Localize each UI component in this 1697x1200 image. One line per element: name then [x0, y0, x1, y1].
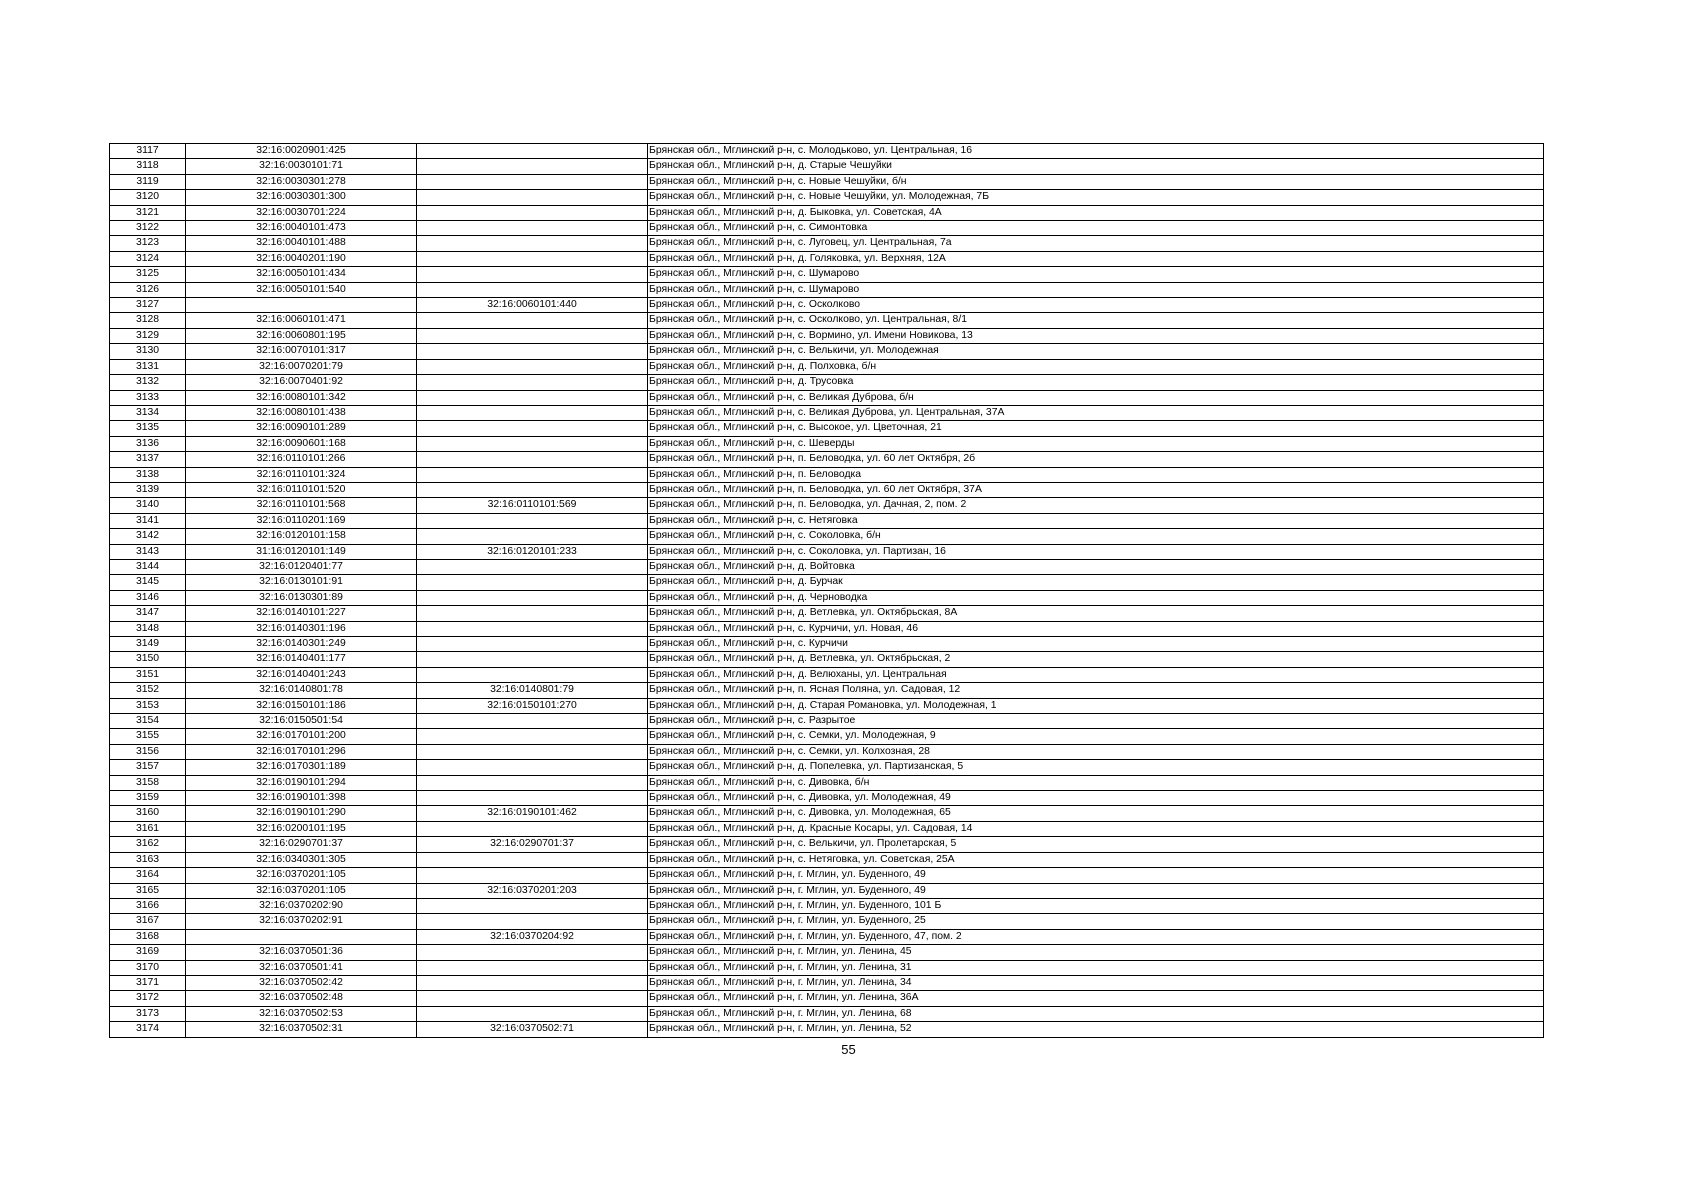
address-cell: Брянская обл., Мглинский р-н, с. Осколково, ул. Центральная, 8/1: [648, 313, 1544, 328]
row-number-cell: 3134: [110, 405, 186, 420]
address-cell: Брянская обл., Мглинский р-н, г. Мглин, ул. Буденного, 49: [648, 883, 1544, 898]
row-number-cell: 3148: [110, 621, 186, 636]
table-row: [110, 267, 1544, 282]
table-row: [110, 159, 1544, 174]
row-number-cell: 3123: [110, 236, 186, 251]
cadastral-number-cell: 32:16:0110101:520: [186, 482, 417, 497]
related-cadastral-number-cell: [417, 452, 648, 467]
table-row: [110, 991, 1544, 1006]
cadastral-number-cell: 32:16:0090101:289: [186, 421, 417, 436]
address-cell: Брянская обл., Мглинский р-н, с. Луговец, ул. Центральная, 7а: [648, 236, 1544, 251]
address-cell: Брянская обл., Мглинский р-н, д. Войтовка: [648, 559, 1544, 574]
row-number-cell: 3117: [110, 144, 186, 159]
related-cadastral-number-cell: [417, 667, 648, 682]
address-cell: Брянская обл., Мглинский р-н, п. Беловодка, ул. 60 лет Октября, 37А: [648, 482, 1544, 497]
related-cadastral-number-cell: [417, 775, 648, 790]
cadastral-number-cell: 32:16:0370502:53: [186, 1006, 417, 1021]
row-number-cell: 3160: [110, 806, 186, 821]
row-number-cell: 3128: [110, 313, 186, 328]
address-cell: Брянская обл., Мглинский р-н, с. Велькичи, ул. Молодежная: [648, 344, 1544, 359]
address-cell: Брянская обл., Мглинский р-н, г. Мглин, ул. Ленина, 36А: [648, 991, 1544, 1006]
table-row: [110, 775, 1544, 790]
cadastral-number-cell: 32:16:0090601:168: [186, 436, 417, 451]
table-row: [110, 251, 1544, 266]
row-number-cell: 3174: [110, 1022, 186, 1037]
cadastral-number-cell: 32:16:0170301:189: [186, 760, 417, 775]
cadastral-number-cell: 32:16:0120401:77: [186, 559, 417, 574]
address-cell: Брянская обл., Мглинский р-н, с. Осколково: [648, 298, 1544, 313]
related-cadastral-number-cell: [417, 513, 648, 528]
table-row: [110, 637, 1544, 652]
address-cell: Брянская обл., Мглинский р-н, д. Трусовка: [648, 375, 1544, 390]
table-row: [110, 960, 1544, 975]
cadastral-number-cell: 32:16:0190101:398: [186, 791, 417, 806]
table-row: [110, 344, 1544, 359]
address-cell: Брянская обл., Мглинский р-н, с. Разрытое: [648, 714, 1544, 729]
row-number-cell: 3154: [110, 714, 186, 729]
related-cadastral-number-cell: [417, 637, 648, 652]
cadastral-number-cell: 32:16:0150501:54: [186, 714, 417, 729]
address-cell: Брянская обл., Мглинский р-н, п. Беловодка, ул. Дачная, 2, пом. 2: [648, 498, 1544, 513]
cadastral-number-cell: 32:16:0130101:91: [186, 575, 417, 590]
related-cadastral-number-cell: [417, 236, 648, 251]
row-number-cell: 3157: [110, 760, 186, 775]
address-cell: Брянская обл., Мглинский р-н, г. Мглин, ул. Ленина, 31: [648, 960, 1544, 975]
address-cell: Брянская обл., Мглинский р-н, с. Нетяговка: [648, 513, 1544, 528]
cadastral-number-cell: 32:16:0040101:488: [186, 236, 417, 251]
row-number-cell: 3135: [110, 421, 186, 436]
table-row: [110, 975, 1544, 990]
related-cadastral-number-cell: [417, 436, 648, 451]
address-cell: Брянская обл., Мглинский р-н, д. Полховка, б/н: [648, 359, 1544, 374]
row-number-cell: 3143: [110, 544, 186, 559]
cadastral-number-cell: 32:16:0140301:196: [186, 621, 417, 636]
address-cell: Брянская обл., Мглинский р-н, д. Быковка, ул. Советская, 4А: [648, 205, 1544, 220]
cadastral-number-cell: 32:16:0110101:324: [186, 467, 417, 482]
related-cadastral-number-cell: [417, 744, 648, 759]
row-number-cell: 3163: [110, 852, 186, 867]
address-cell: Брянская обл., Мглинский р-н, с. Новые Чешуйки, б/н: [648, 174, 1544, 189]
cadastral-number-cell: 32:16:0070401:92: [186, 375, 417, 390]
related-cadastral-number-cell: [417, 529, 648, 544]
table-row: [110, 852, 1544, 867]
table-row: [110, 190, 1544, 205]
address-cell: Брянская обл., Мглинский р-н, с. Велькичи, ул. Пролетарская, 5: [648, 837, 1544, 852]
address-cell: Брянская обл., Мглинский р-н, с. Дивовка, ул. Молодежная, 65: [648, 806, 1544, 821]
address-cell: Брянская обл., Мглинский р-н, г. Мглин, ул. Буденного, 25: [648, 914, 1544, 929]
address-cell: Брянская обл., Мглинский р-н, с. Вормино, ул. Имени Новикова, 13: [648, 328, 1544, 343]
row-number-cell: 3140: [110, 498, 186, 513]
table-row: [110, 590, 1544, 605]
related-cadastral-number-cell: [417, 174, 648, 189]
row-number-cell: 3153: [110, 698, 186, 713]
cadastral-number-cell: 32:16:0140101:227: [186, 606, 417, 621]
address-cell: Брянская обл., Мглинский р-н, г. Мглин, ул. Буденного, 101 Б: [648, 898, 1544, 913]
row-number-cell: 3144: [110, 559, 186, 574]
cadastral-number-cell: 32:16:0370502:42: [186, 975, 417, 990]
cadastral-number-cell: 32:16:0070201:79: [186, 359, 417, 374]
address-cell: Брянская обл., Мглинский р-н, д. Черноводка: [648, 590, 1544, 605]
related-cadastral-number-cell: [417, 606, 648, 621]
table-row: [110, 467, 1544, 482]
address-cell: Брянская обл., Мглинский р-н, с. Дивовка, ул. Молодежная, 49: [648, 791, 1544, 806]
cadastral-number-cell: 32:16:0110101:568: [186, 498, 417, 513]
related-cadastral-number-cell: [417, 945, 648, 960]
related-cadastral-number-cell: [417, 190, 648, 205]
table-row: [110, 683, 1544, 698]
related-cadastral-number-cell: [417, 328, 648, 343]
table-row: [110, 513, 1544, 528]
related-cadastral-number-cell: [417, 205, 648, 220]
table-row: [110, 313, 1544, 328]
row-number-cell: 3166: [110, 898, 186, 913]
row-number-cell: 3149: [110, 637, 186, 652]
related-cadastral-number-cell: [417, 898, 648, 913]
related-cadastral-number-cell: [417, 267, 648, 282]
address-cell: Брянская обл., Мглинский р-н, п. Ясная Поляна, ул. Садовая, 12: [648, 683, 1544, 698]
cadastral-number-cell: 32:16:0020901:425: [186, 144, 417, 159]
related-cadastral-number-cell: [417, 559, 648, 574]
row-number-cell: 3130: [110, 344, 186, 359]
address-cell: Брянская обл., Мглинский р-н, с. Шеверды: [648, 436, 1544, 451]
address-cell: Брянская обл., Мглинский р-н, п. Беловодка, ул. 60 лет Октября, 2б: [648, 452, 1544, 467]
table-row: [110, 791, 1544, 806]
address-cell: Брянская обл., Мглинский р-н, с. Шумарово: [648, 282, 1544, 297]
cadastral-number-cell: 32:16:0370202:91: [186, 914, 417, 929]
cadastral-number-cell: 32:16:0030301:300: [186, 190, 417, 205]
related-cadastral-number-cell: [417, 914, 648, 929]
row-number-cell: 3120: [110, 190, 186, 205]
cadastral-number-cell: 32:16:0120101:158: [186, 529, 417, 544]
cadastral-number-cell: 32:16:0370502:31: [186, 1022, 417, 1037]
row-number-cell: 3138: [110, 467, 186, 482]
address-cell: Брянская обл., Мглинский р-н, с. Новые Чешуйки, ул. Молодежная, 7Б: [648, 190, 1544, 205]
cadastral-number-cell: 32:16:0190101:290: [186, 806, 417, 821]
row-number-cell: 3155: [110, 729, 186, 744]
row-number-cell: 3161: [110, 821, 186, 836]
related-cadastral-number-cell: [417, 760, 648, 775]
cadastral-number-cell: 32:16:0370501:41: [186, 960, 417, 975]
row-number-cell: 3129: [110, 328, 186, 343]
address-cell: Брянская обл., Мглинский р-н, д. Попелевка, ул. Партизанская, 5: [648, 760, 1544, 775]
cadastral-number-cell: 32:16:0030301:278: [186, 174, 417, 189]
row-number-cell: 3119: [110, 174, 186, 189]
related-cadastral-number-cell: [417, 868, 648, 883]
cadastral-number-cell: 32:16:0130301:89: [186, 590, 417, 605]
row-number-cell: 3131: [110, 359, 186, 374]
row-number-cell: 3139: [110, 482, 186, 497]
cadastral-number-cell: 32:16:0340301:305: [186, 852, 417, 867]
row-number-cell: 3152: [110, 683, 186, 698]
row-number-cell: 3141: [110, 513, 186, 528]
address-cell: Брянская обл., Мглинский р-н, с. Высокое, ул. Цветочная, 21: [648, 421, 1544, 436]
address-cell: Брянская обл., Мглинский р-н, г. Мглин, ул. Ленина, 34: [648, 975, 1544, 990]
table-row: [110, 898, 1544, 913]
table-row: [110, 482, 1544, 497]
row-number-cell: 3165: [110, 883, 186, 898]
table-row: [110, 667, 1544, 682]
table-row: [110, 1006, 1544, 1021]
table-row: [110, 144, 1544, 159]
table-row: [110, 405, 1544, 420]
cadastral-number-cell: 32:16:0290701:37: [186, 837, 417, 852]
related-cadastral-number-cell: [417, 405, 648, 420]
address-cell: Брянская обл., Мглинский р-н, с. Дивовка, б/н: [648, 775, 1544, 790]
address-cell: Брянская обл., Мглинский р-н, с. Курчичи, ул. Новая, 46: [648, 621, 1544, 636]
cadastral-number-cell: 32:16:0140401:177: [186, 652, 417, 667]
cadastral-number-cell: [186, 298, 417, 313]
row-number-cell: 3162: [110, 837, 186, 852]
registry-table-body: [110, 144, 1544, 1038]
table-row: [110, 945, 1544, 960]
row-number-cell: 3145: [110, 575, 186, 590]
related-cadastral-number-cell: [417, 590, 648, 605]
registry-table: [109, 143, 1544, 1038]
related-cadastral-number-cell: 32:16:0140801:79: [417, 683, 648, 698]
table-row: [110, 359, 1544, 374]
related-cadastral-number-cell: 32:16:0110101:569: [417, 498, 648, 513]
row-number-cell: 3137: [110, 452, 186, 467]
related-cadastral-number-cell: [417, 991, 648, 1006]
cadastral-number-cell: 31:16:0120101:149: [186, 544, 417, 559]
cadastral-number-cell: 32:16:0140401:243: [186, 667, 417, 682]
related-cadastral-number-cell: [417, 852, 648, 867]
row-number-cell: 3164: [110, 868, 186, 883]
related-cadastral-number-cell: [417, 344, 648, 359]
table-row: [110, 714, 1544, 729]
address-cell: Брянская обл., Мглинский р-н, д. Бурчак: [648, 575, 1544, 590]
row-number-cell: 3142: [110, 529, 186, 544]
row-number-cell: 3150: [110, 652, 186, 667]
related-cadastral-number-cell: [417, 960, 648, 975]
cadastral-number-cell: 32:16:0370201:105: [186, 868, 417, 883]
related-cadastral-number-cell: [417, 467, 648, 482]
table-row: [110, 421, 1544, 436]
related-cadastral-number-cell: 32:16:0060101:440: [417, 298, 648, 313]
related-cadastral-number-cell: 32:16:0120101:233: [417, 544, 648, 559]
row-number-cell: 3171: [110, 975, 186, 990]
related-cadastral-number-cell: [417, 821, 648, 836]
table-row: [110, 174, 1544, 189]
table-row: [110, 760, 1544, 775]
row-number-cell: 3159: [110, 791, 186, 806]
row-number-cell: 3132: [110, 375, 186, 390]
table-row: [110, 744, 1544, 759]
row-number-cell: 3124: [110, 251, 186, 266]
table-row: [110, 868, 1544, 883]
cadastral-number-cell: [186, 929, 417, 944]
row-number-cell: 3172: [110, 991, 186, 1006]
cadastral-number-cell: 32:16:0370202:90: [186, 898, 417, 913]
cadastral-number-cell: 32:16:0040101:473: [186, 221, 417, 236]
row-number-cell: 3156: [110, 744, 186, 759]
address-cell: Брянская обл., Мглинский р-н, г. Мглин, ул. Ленина, 45: [648, 945, 1544, 960]
address-cell: Брянская обл., Мглинский р-н, п. Беловодка: [648, 467, 1544, 482]
table-row: [110, 436, 1544, 451]
related-cadastral-number-cell: [417, 652, 648, 667]
address-cell: Брянская обл., Мглинский р-н, с. Курчичи: [648, 637, 1544, 652]
cadastral-number-cell: 32:16:0200101:195: [186, 821, 417, 836]
row-number-cell: 3146: [110, 590, 186, 605]
related-cadastral-number-cell: [417, 791, 648, 806]
row-number-cell: 3167: [110, 914, 186, 929]
table-row: [110, 529, 1544, 544]
row-number-cell: 3151: [110, 667, 186, 682]
table-row: [110, 883, 1544, 898]
row-number-cell: 3122: [110, 221, 186, 236]
address-cell: Брянская обл., Мглинский р-н, с. Великая Дуброва, б/н: [648, 390, 1544, 405]
row-number-cell: 3125: [110, 267, 186, 282]
table-row: [110, 575, 1544, 590]
address-cell: Брянская обл., Мглинский р-н, с. Молодьково, ул. Центральная, 16: [648, 144, 1544, 159]
related-cadastral-number-cell: [417, 282, 648, 297]
row-number-cell: 3136: [110, 436, 186, 451]
address-cell: Брянская обл., Мглинский р-н, д. Старая Романовка, ул. Молодежная, 1: [648, 698, 1544, 713]
table-row: [110, 698, 1544, 713]
address-cell: Брянская обл., Мглинский р-н, с. Нетяговка, ул. Советская, 25А: [648, 852, 1544, 867]
address-cell: Брянская обл., Мглинский р-н, г. Мглин, ул. Буденного, 47, пом. 2: [648, 929, 1544, 944]
cadastral-number-cell: 32:16:0040201:190: [186, 251, 417, 266]
related-cadastral-number-cell: [417, 575, 648, 590]
table-row: [110, 652, 1544, 667]
cadastral-number-cell: 32:16:0050101:434: [186, 267, 417, 282]
row-number-cell: 3173: [110, 1006, 186, 1021]
related-cadastral-number-cell: [417, 144, 648, 159]
related-cadastral-number-cell: [417, 359, 648, 374]
table-row: [110, 821, 1544, 836]
row-number-cell: 3158: [110, 775, 186, 790]
table-row: [110, 221, 1544, 236]
table-row: [110, 729, 1544, 744]
cadastral-number-cell: 32:16:0150101:186: [186, 698, 417, 713]
related-cadastral-number-cell: 32:16:0150101:270: [417, 698, 648, 713]
related-cadastral-number-cell: [417, 975, 648, 990]
related-cadastral-number-cell: 32:16:0190101:462: [417, 806, 648, 821]
cadastral-number-cell: 32:16:0370201:105: [186, 883, 417, 898]
table-row: [110, 914, 1544, 929]
related-cadastral-number-cell: [417, 1006, 648, 1021]
cadastral-number-cell: 32:16:0190101:294: [186, 775, 417, 790]
row-number-cell: 3118: [110, 159, 186, 174]
cadastral-number-cell: 32:16:0060101:471: [186, 313, 417, 328]
cadastral-number-cell: 32:16:0060801:195: [186, 328, 417, 343]
table-row: [110, 452, 1544, 467]
cadastral-number-cell: 32:16:0140801:78: [186, 683, 417, 698]
table-row: [110, 621, 1544, 636]
table-row: [110, 544, 1544, 559]
table-row: [110, 282, 1544, 297]
related-cadastral-number-cell: [417, 221, 648, 236]
related-cadastral-number-cell: [417, 159, 648, 174]
table-row: [110, 236, 1544, 251]
cadastral-number-cell: 32:16:0170101:200: [186, 729, 417, 744]
related-cadastral-number-cell: 32:16:0370502:71: [417, 1022, 648, 1037]
related-cadastral-number-cell: [417, 313, 648, 328]
cadastral-number-cell: 32:16:0030701:224: [186, 205, 417, 220]
address-cell: Брянская обл., Мглинский р-н, г. Мглин, ул. Буденного, 49: [648, 868, 1544, 883]
address-cell: Брянская обл., Мглинский р-н, д. Ветлевка, ул. Октябрьская, 2: [648, 652, 1544, 667]
address-cell: Брянская обл., Мглинский р-н, с. Семки, ул. Молодежная, 9: [648, 729, 1544, 744]
address-cell: Брянская обл., Мглинский р-н, с. Симонтовка: [648, 221, 1544, 236]
table-row: [110, 929, 1544, 944]
address-cell: Брянская обл., Мглинский р-н, с. Соколовка, ул. Партизан, 16: [648, 544, 1544, 559]
page-number: 55: [841, 1042, 856, 1057]
related-cadastral-number-cell: [417, 714, 648, 729]
cadastral-number-cell: 32:16:0110201:169: [186, 513, 417, 528]
row-number-cell: 3126: [110, 282, 186, 297]
address-cell: Брянская обл., Мглинский р-н, д. Красные Косары, ул. Садовая, 14: [648, 821, 1544, 836]
table-row: [110, 806, 1544, 821]
address-cell: Брянская обл., Мглинский р-н, д. Велюханы, ул. Центральная: [648, 667, 1544, 682]
table-row: [110, 559, 1544, 574]
table-row: [110, 1022, 1544, 1037]
address-cell: Брянская обл., Мглинский р-н, с. Соколовка, б/н: [648, 529, 1544, 544]
related-cadastral-number-cell: [417, 375, 648, 390]
address-cell: Брянская обл., Мглинский р-н, с. Шумарово: [648, 267, 1544, 282]
cadastral-number-cell: 32:16:0050101:540: [186, 282, 417, 297]
cadastral-number-cell: 32:16:0080101:438: [186, 405, 417, 420]
cadastral-number-cell: 32:16:0110101:266: [186, 452, 417, 467]
address-cell: Брянская обл., Мглинский р-н, г. Мглин, ул. Ленина, 52: [648, 1022, 1544, 1037]
related-cadastral-number-cell: [417, 390, 648, 405]
address-cell: Брянская обл., Мглинский р-н, с. Семки, ул. Колхозная, 28: [648, 744, 1544, 759]
table-row: [110, 375, 1544, 390]
row-number-cell: 3127: [110, 298, 186, 313]
related-cadastral-number-cell: [417, 621, 648, 636]
address-cell: Брянская обл., Мглинский р-н, д. Старые Чешуйки: [648, 159, 1544, 174]
row-number-cell: 3168: [110, 929, 186, 944]
address-cell: Брянская обл., Мглинский р-н, г. Мглин, ул. Ленина, 68: [648, 1006, 1544, 1021]
related-cadastral-number-cell: [417, 729, 648, 744]
row-number-cell: 3170: [110, 960, 186, 975]
table-row: [110, 498, 1544, 513]
cadastral-number-cell: 32:16:0170101:296: [186, 744, 417, 759]
related-cadastral-number-cell: [417, 251, 648, 266]
row-number-cell: 3169: [110, 945, 186, 960]
cadastral-number-cell: 32:16:0030101:71: [186, 159, 417, 174]
related-cadastral-number-cell: [417, 482, 648, 497]
table-row: [110, 298, 1544, 313]
address-cell: Брянская обл., Мглинский р-н, с. Великая Дуброва, ул. Центральная, 37А: [648, 405, 1544, 420]
cadastral-number-cell: 32:16:0370501:36: [186, 945, 417, 960]
related-cadastral-number-cell: 32:16:0290701:37: [417, 837, 648, 852]
cadastral-number-cell: 32:16:0070101:317: [186, 344, 417, 359]
cadastral-number-cell: 32:16:0370502:48: [186, 991, 417, 1006]
table-row: [110, 328, 1544, 343]
cadastral-number-cell: 32:16:0080101:342: [186, 390, 417, 405]
row-number-cell: 3147: [110, 606, 186, 621]
address-cell: Брянская обл., Мглинский р-н, д. Голяковка, ул. Верхняя, 12А: [648, 251, 1544, 266]
row-number-cell: 3133: [110, 390, 186, 405]
table-row: [110, 205, 1544, 220]
related-cadastral-number-cell: 32:16:0370204:92: [417, 929, 648, 944]
table-row: [110, 606, 1544, 621]
related-cadastral-number-cell: 32:16:0370201:203: [417, 883, 648, 898]
table-row: [110, 837, 1544, 852]
related-cadastral-number-cell: [417, 421, 648, 436]
cadastral-number-cell: 32:16:0140301:249: [186, 637, 417, 652]
table-row: [110, 390, 1544, 405]
row-number-cell: 3121: [110, 205, 186, 220]
address-cell: Брянская обл., Мглинский р-н, д. Ветлевка, ул. Октябрьская, 8А: [648, 606, 1544, 621]
